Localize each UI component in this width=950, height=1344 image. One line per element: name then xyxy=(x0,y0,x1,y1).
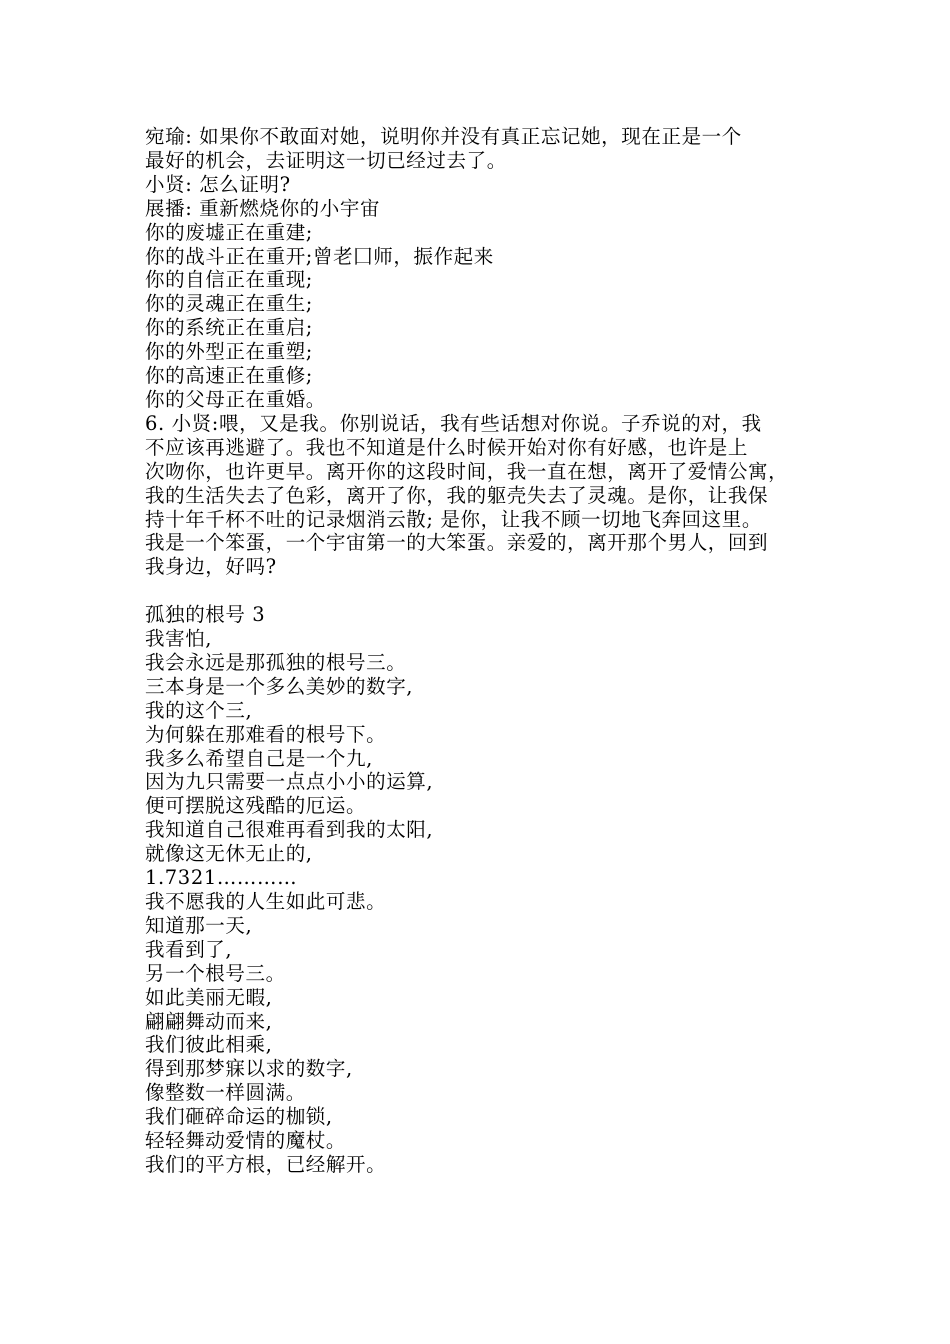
poem-line: 我害怕, xyxy=(145,627,213,651)
poem-line: 知道那一天, xyxy=(145,913,253,937)
poem-line: 我的这个三, xyxy=(145,698,253,722)
poem-line: 另一个根号三。 xyxy=(145,961,286,985)
poem-line: 我知道自己很难再看到我的太阳, xyxy=(145,818,434,842)
dialogue-line: 你的废墟正在重建; xyxy=(145,220,313,244)
poem-line: 像整数一样圆满。 xyxy=(145,1081,306,1105)
poem-line: 我们砸碎命运的枷锁, xyxy=(145,1105,333,1129)
poem-line: 我看到了, xyxy=(145,937,233,961)
speech-line: 我身边，好吗? xyxy=(145,555,277,579)
poem-line: 轻轻舞动爱情的魔杖。 xyxy=(145,1129,347,1153)
poem-line: 如此美丽无暇, xyxy=(145,985,273,1009)
speech-line: 次吻你，也许更早。离开你的这段时间，我一直在想，离开了爱情公寓， xyxy=(145,459,789,483)
poem-line: 三本身是一个多么美妙的数字, xyxy=(145,674,414,698)
poem-title: 孤独的根号 3 xyxy=(145,603,266,627)
speech-line: 6. 小贤:喂，又是我。你别说话，我有些话想对你说。子乔说的对，我 xyxy=(145,411,762,435)
speech-line: 不应该再逃避了。我也不知道是什么时候开始对你有好感，也许是上 xyxy=(145,435,749,459)
document-body xyxy=(145,125,845,1177)
poem-line: 1.7321………… xyxy=(145,866,298,890)
dialogue-line: 你的自信正在重现; xyxy=(145,268,313,292)
poem-line: 就像这无休无止的, xyxy=(145,842,313,866)
poem-line: 翩翩舞动而来, xyxy=(145,1009,273,1033)
poem-line: 我不愿我的人生如此可悲。 xyxy=(145,889,387,913)
poem-line: 因为九只需要一点点小小的运算, xyxy=(145,770,434,794)
dialogue-line: 小贤: 怎么证明? xyxy=(145,172,291,196)
poem-body xyxy=(145,627,845,1177)
dialogue-line: 你的高速正在重修; xyxy=(145,364,313,388)
dialogue-line: 你的战斗正在重开;曾老囗师，振作起来 xyxy=(145,244,494,268)
poem-line: 我多么希望自己是一个九, xyxy=(145,746,373,770)
poem-line: 便可摆脱这残酷的厄运。 xyxy=(145,794,367,818)
dialogue-line: 展播: 重新燃烧你的小宇宙 xyxy=(145,196,381,220)
dialogue-line: 你的外型正在重塑; xyxy=(145,340,313,364)
poem-line: 我们彼此相乘, xyxy=(145,1033,273,1057)
dialogue-line: 最好的机会，去证明这一切已经过去了。 xyxy=(145,148,507,172)
speech-line: 我的生活失去了色彩，离开了你，我的躯壳失去了灵魂。是你，让我保 xyxy=(145,483,769,507)
dialogue-line: 你的系统正在重启; xyxy=(145,316,313,340)
poem-line: 为何躲在那难看的根号下。 xyxy=(145,722,387,746)
blank-line xyxy=(145,579,845,603)
dialogue-line: 你的灵魂正在重生; xyxy=(145,292,313,316)
dialogue-line: 宛瑜: 如果你不敢面对她，说明你并没有真正忘记她，现在正是一个 xyxy=(145,125,742,148)
poem-line: 得到那梦寐以求的数字, xyxy=(145,1057,353,1081)
poem-line: 我们的平方根，已经解开。 xyxy=(145,1152,387,1176)
speech-line: 持十年千杯不吐的记录烟消云散; 是你，让我不顾一切地飞奔回这里。 xyxy=(145,507,762,531)
speech-paragraph xyxy=(145,412,845,579)
speech-line: 我是一个笨蛋，一个宇宙第一的大笨蛋。亲爱的，离开那个男人，回到 xyxy=(145,531,769,555)
dialogue-line: 你的父母正在重婚。 xyxy=(145,387,326,411)
poem-line: 我会永远是那孤独的根号三。 xyxy=(145,650,407,674)
